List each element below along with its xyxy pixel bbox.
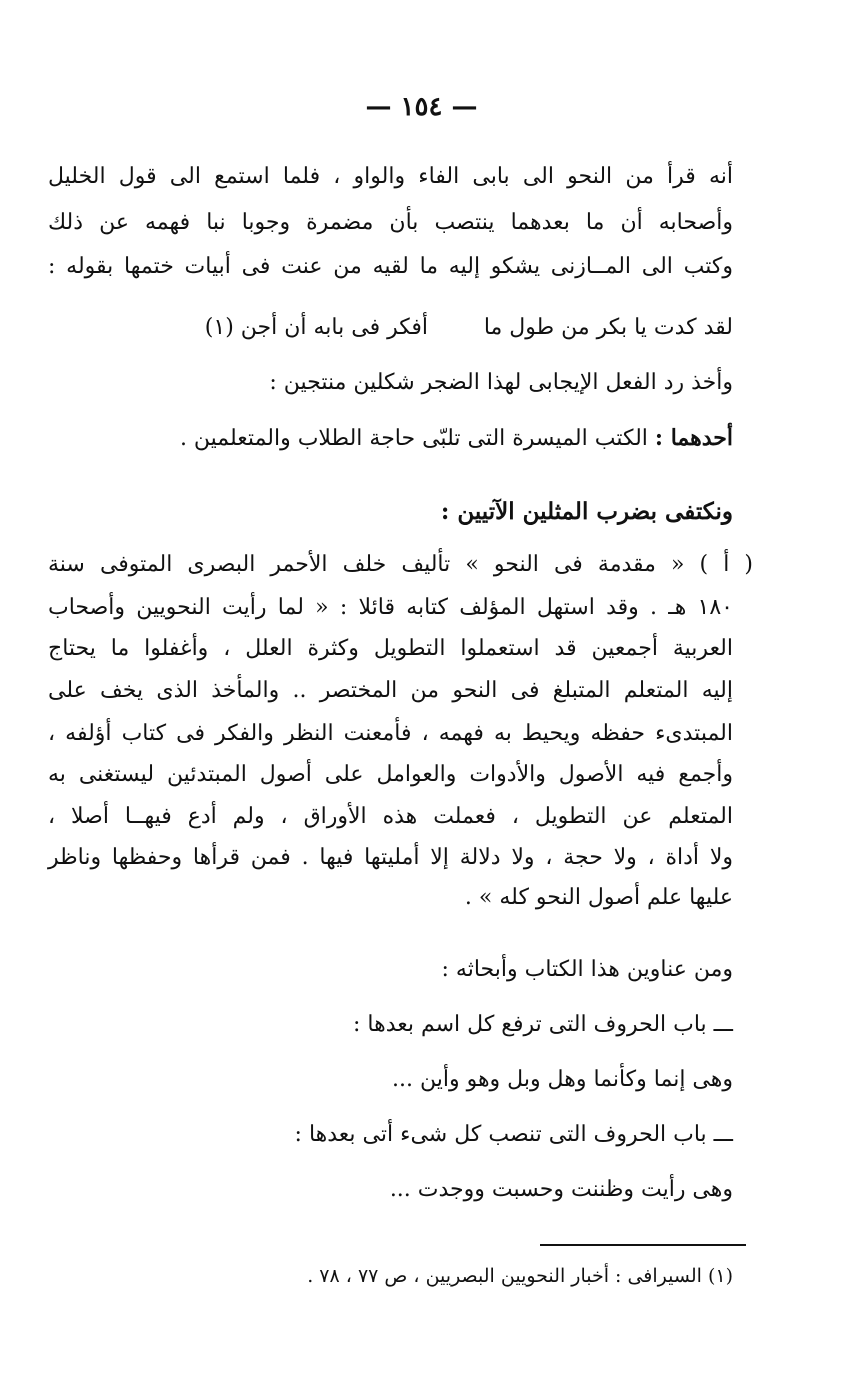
text-line: وأجمع فيه الأصول والأدوات والعوامل على أصول المبتدئين ليستغنى به xyxy=(48,762,733,787)
first-form-line xyxy=(180,423,733,454)
section-heading: ونكتفى بضرب المثلين الآتيين : xyxy=(440,498,733,525)
first-form-text: الكتب الميسرة التى تلبّى حاجة الطلاب والمتعلمين . xyxy=(179,426,648,451)
text-line: أنه قرأ من النحو الى بابى الفاء والواو ، فلما استمع الى قول الخليل xyxy=(48,164,733,189)
titles-intro: ومن عناوين هذا الكتاب وأبحاثه : xyxy=(441,957,733,982)
text-line: عليها علم أصول النحو كله » . xyxy=(464,885,733,910)
text-line: وكتب الى المــازنى يشكو إليه ما لقيه من عنت فى أبيات ختمها بقوله : xyxy=(48,254,733,279)
title-item: وهى إنما وكأنما وهل وبل وهو وأين ... xyxy=(392,1067,733,1092)
title-item: ـــ باب الحروف التى ترفع كل اسم بعدها : xyxy=(352,1012,733,1037)
footnote-divider xyxy=(540,1244,746,1246)
verse-right-hemistich: لقد كدت يا بكر من طول ما xyxy=(483,315,733,340)
verse-left-hemistich: أفكر فى بابه أن أجن (١) xyxy=(204,315,428,340)
page-number: — ١٥٤ — xyxy=(365,92,478,122)
text-line: وأصحابه أن ما بعدهما ينتصب بأن مضمرة وجوبا نبا فهمه عن ذلك xyxy=(48,210,733,235)
text-line: إليه المتعلم المتبلغ فى النحو من المختصر .. والمأخذ الذى يخف على xyxy=(48,678,733,703)
text-line: ١٨٠ هـ . وقد استهل المؤلف كتابه قائلا : « لما رأيت النحويين وأصحاب xyxy=(48,595,733,620)
text-line: المتعلم عن التطويل ، فعملت هذه الأوراق ، ولم أدع فيهــا أصلا ، xyxy=(48,804,733,829)
footnote: (١) السيرافى : أخبار النحويين البصريين ، ص ٧٧ ، ٧٨ . xyxy=(307,1265,733,1287)
title-item: ـــ باب الحروف التى تنصب كل شىء أتى بعدها : xyxy=(294,1122,733,1147)
text-line: ولا أداة ، ولا حجة ، ولا دلالة إلا أمليتها فيها . فمن قرأها وحفظها وناظر xyxy=(48,845,733,870)
first-form-label: أحدهما : xyxy=(654,425,733,451)
text-line: المبتدىء حفظه ويحيط به فهمه ، فأمعنت النظر والفكر فى كتاب أؤلفه ، xyxy=(48,721,733,746)
text-line: وأخذ رد الفعل الإيجابى لهذا الضجر شكلين منتجين : xyxy=(269,370,733,395)
text-line: العربية أجمعين قد استعملوا التطويل وكثرة العلل ، وأغفلوا ما يحتاج xyxy=(48,636,733,661)
title-item: وهى رأيت وظننت وحسبت ووجدت ... xyxy=(389,1177,733,1202)
text-line: ( أ ) « مقدمة فى النحو » تأليف خلف الأحمر البصرى المتوفى سنة xyxy=(48,552,753,577)
